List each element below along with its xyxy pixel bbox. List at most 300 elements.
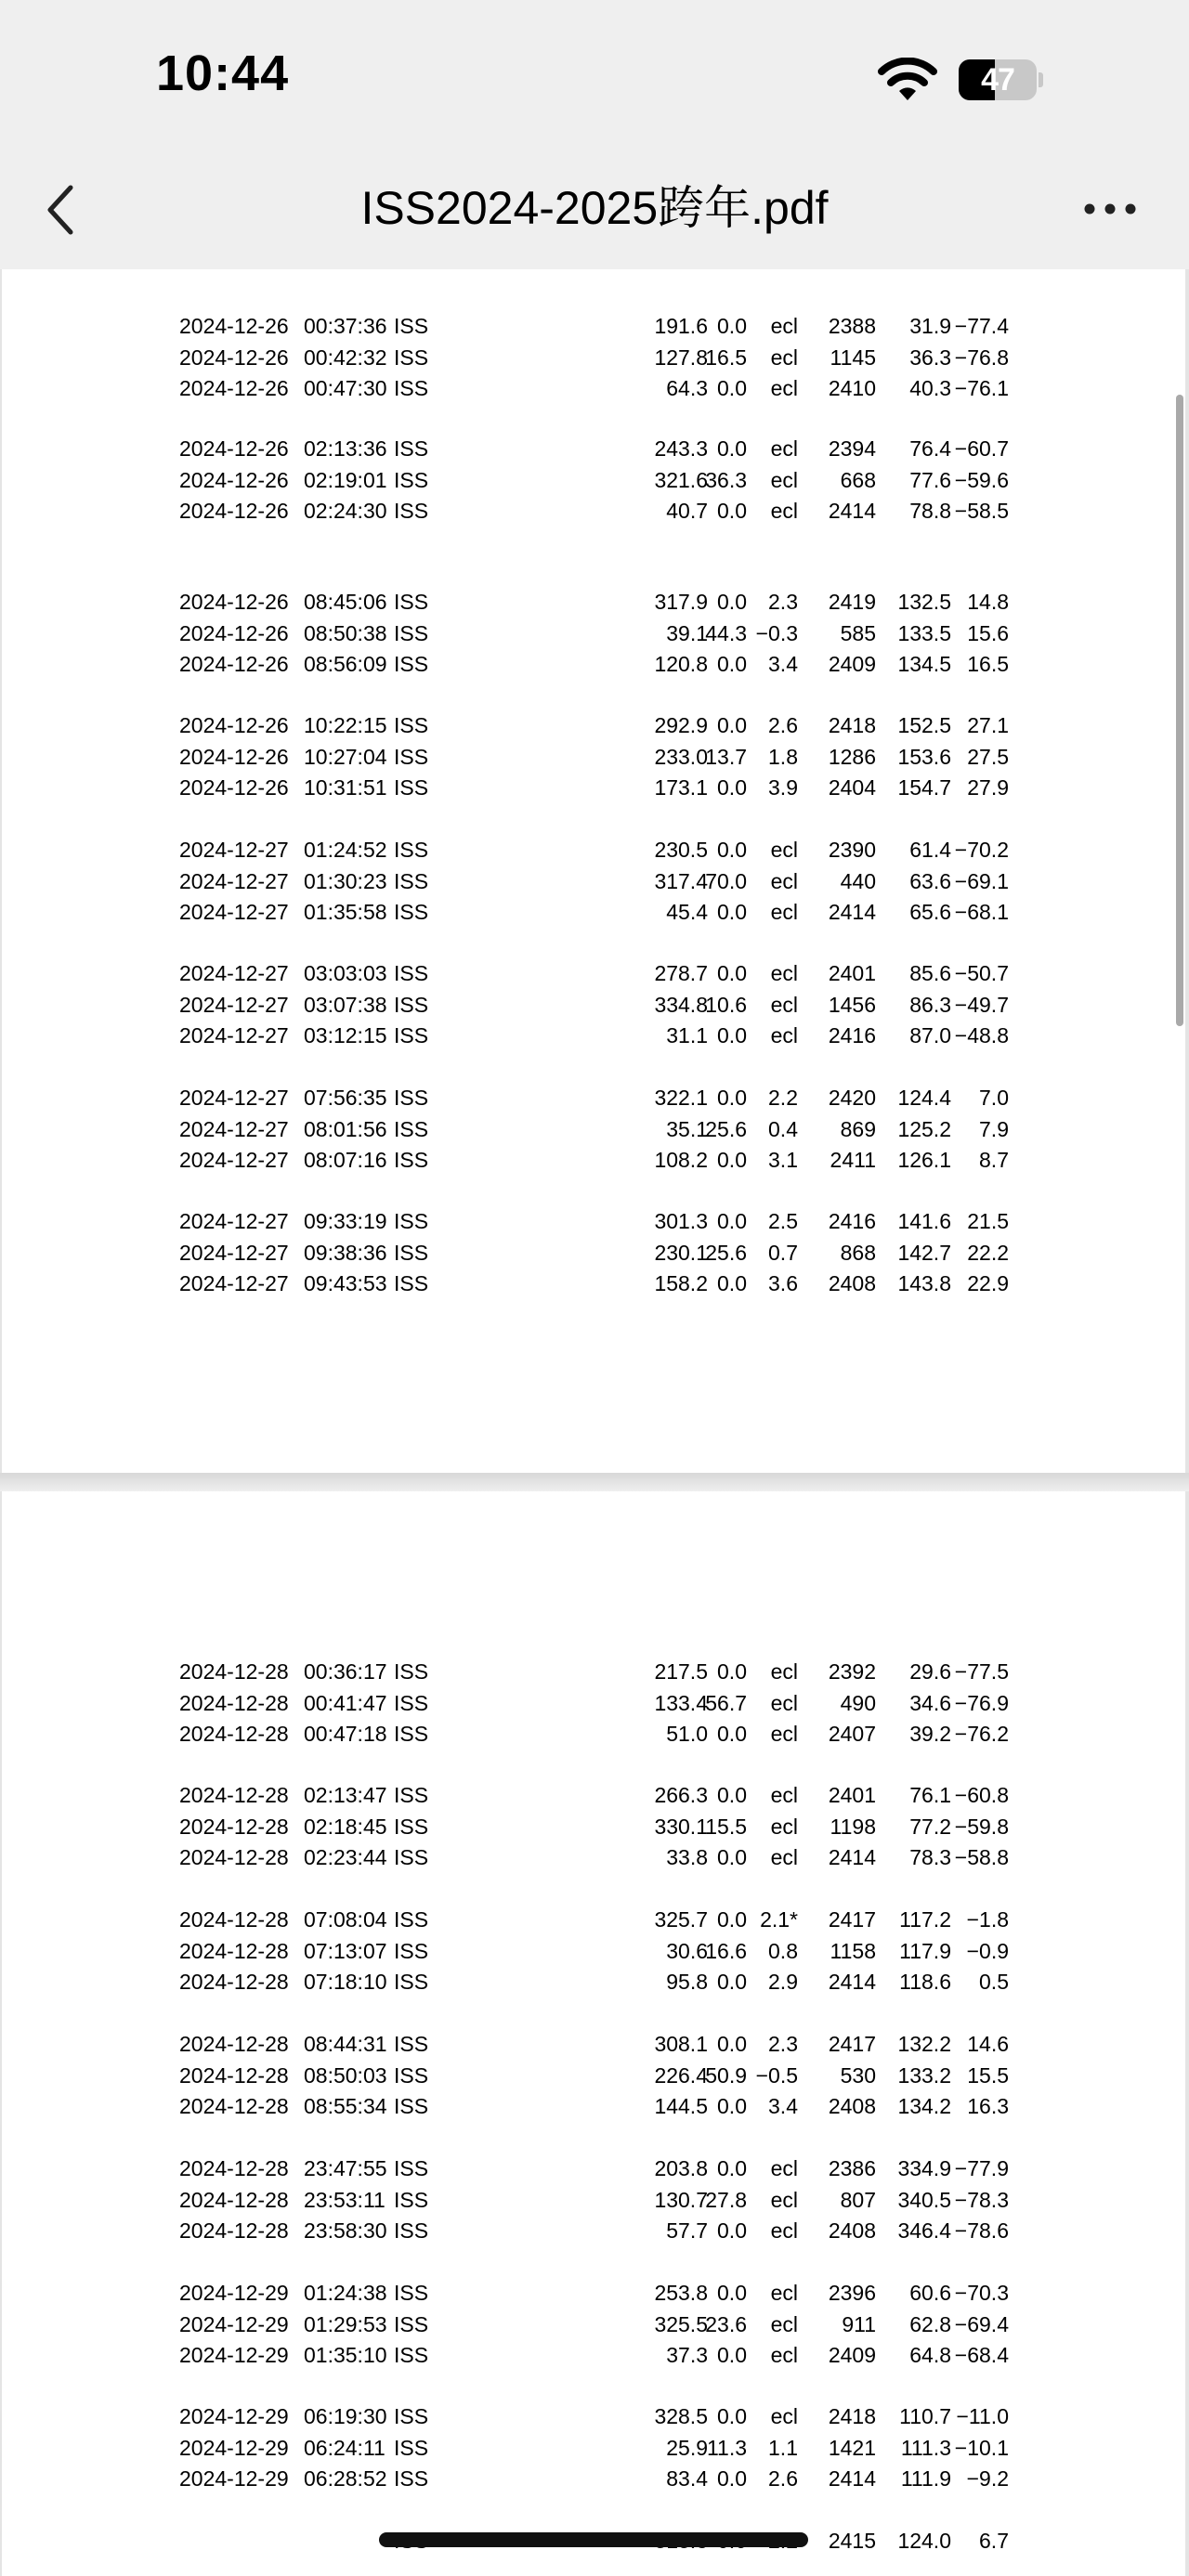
cell-az: 328.5: [654, 2404, 708, 2428]
cell-dec: −60.8: [954, 1783, 1009, 1807]
cell-az: 64.3: [666, 376, 708, 400]
table-row: [2, 434, 1185, 464]
cell-mag: ecl: [770, 1814, 798, 1839]
table-row: [2, 2309, 1185, 2340]
cell-range: 911: [842, 2311, 876, 2336]
cell-ra: 61.4: [909, 838, 951, 862]
table-row: [2, 1268, 1185, 1299]
cell-time: 02:24:30: [304, 499, 387, 523]
cell-mag: 2.5: [768, 1209, 798, 1233]
cell-range: 440: [840, 868, 876, 893]
cell-date: 2024-12-28: [179, 1659, 289, 1684]
page-divider: [0, 1473, 1189, 1491]
cell-dec: 0.5: [979, 1970, 1009, 1994]
cell-az: 130.7: [654, 2187, 708, 2212]
cell-ra: 141.6: [897, 1209, 951, 1233]
cell-time: 23:53:11: [304, 2187, 385, 2212]
cell-range: 2408: [828, 2218, 876, 2243]
cell-sat: ISS: [394, 467, 429, 492]
table-row: [2, 373, 1185, 404]
cell-dec: 27.9: [967, 775, 1009, 800]
cell-date: 2024-12-28: [179, 1814, 289, 1839]
table-row: [2, 990, 1185, 1021]
cell-sat: ISS: [394, 868, 429, 893]
cell-sat: ISS: [394, 900, 429, 924]
cell-ra: 64.8: [909, 2343, 951, 2367]
cell-sat: ISS: [394, 2343, 429, 2367]
cell-alt: 0.0: [717, 1209, 747, 1233]
cell-alt: 0.0: [717, 314, 747, 338]
cell-alt: 16.5: [705, 345, 747, 370]
cell-date: 2024-12-29: [179, 2311, 289, 2336]
cell-mag: ecl: [770, 2156, 798, 2180]
table-row: [2, 587, 1185, 618]
cell-dec: −70.3: [954, 2281, 1009, 2305]
cell-time: 03:07:38: [304, 992, 387, 1017]
cell-date: 2024-12-27: [179, 1271, 289, 1295]
cell-alt: 23.6: [705, 2311, 747, 2336]
cell-time: 02:19:01: [304, 467, 387, 492]
cell-dec: −9.2: [966, 2466, 1009, 2491]
cell-time: 07:13:07: [304, 1938, 387, 1963]
cell-sat: ISS: [394, 838, 429, 862]
cell-alt: 0.0: [717, 1970, 747, 1994]
cell-ra: 65.6: [909, 900, 951, 924]
cell-date: 2024-12-28: [179, 1907, 289, 1932]
cell-date: 2024-12-27: [179, 900, 289, 924]
cell-ra: 85.6: [909, 961, 951, 985]
cell-sat: ISS: [394, 1240, 429, 1265]
cell-alt: 27.8: [705, 2187, 747, 2212]
cell-sat: ISS: [394, 1907, 429, 1932]
cell-ra: 153.6: [897, 744, 951, 769]
cell-alt: 25.6: [705, 1116, 747, 1141]
table-row: [2, 2185, 1185, 2216]
cell-time: 08:56:09: [304, 652, 387, 676]
cell-time: 00:36:17: [304, 1659, 387, 1684]
cell-time: 10:31:51: [304, 775, 387, 800]
cell-range: 2414: [828, 900, 876, 924]
chevron-left-icon[interactable]: [37, 173, 93, 247]
cell-dec: −69.4: [954, 2311, 1009, 2336]
table-row: [2, 1114, 1185, 1145]
cell-range: 2408: [828, 1271, 876, 1295]
cell-alt: 50.9: [705, 2062, 747, 2088]
cell-sat: ISS: [394, 2466, 429, 2491]
cell-dec: −48.8: [954, 1023, 1009, 1047]
cell-alt: 0.0: [717, 1907, 747, 1932]
table-row: [2, 496, 1185, 527]
table-row: [2, 742, 1185, 773]
cell-sat: ISS: [394, 436, 429, 461]
cell-az: 317.4: [654, 868, 708, 893]
scrollbar[interactable]: [1176, 395, 1183, 1026]
cell-date: 2024-12-26: [179, 345, 289, 370]
cell-az: 95.8: [666, 1970, 708, 1994]
cell-alt: 0.0: [717, 1086, 747, 1110]
cell-dec: 15.5: [967, 2062, 1009, 2088]
cell-date: 2024-12-26: [179, 652, 289, 676]
cell-range: 2415: [828, 2529, 876, 2553]
cell-sat: ISS: [394, 2311, 429, 2336]
cell-ra: 133.5: [897, 620, 951, 645]
cell-dec: 7.0: [979, 1086, 1009, 1110]
table-row: [2, 1842, 1185, 1873]
cell-time: 08:44:31: [304, 2032, 387, 2056]
table-row: [2, 1967, 1185, 1997]
cell-range: 807: [840, 2187, 876, 2212]
cell-az: 45.4: [666, 900, 708, 924]
cell-sat: ISS: [394, 2435, 429, 2460]
status-time: 10:44: [156, 46, 290, 101]
cell-az: 301.3: [654, 1209, 708, 1233]
cell-dec: −50.7: [954, 961, 1009, 985]
cell-mag: 2.1*: [760, 1907, 798, 1932]
cell-sat: ISS: [394, 1023, 429, 1047]
cell-range: 2396: [828, 2281, 876, 2305]
cell-dec: 22.9: [967, 1271, 1009, 1295]
table-row: [2, 2153, 1185, 2184]
cell-alt: 70.0: [705, 868, 747, 893]
cell-ra: 132.2: [897, 2032, 951, 2056]
cell-sat: ISS: [394, 2032, 429, 2056]
cell-range: 2390: [828, 838, 876, 862]
cell-range: 2417: [828, 2032, 876, 2056]
table-row: [2, 835, 1185, 865]
cell-date: 2024-12-27: [179, 838, 289, 862]
cell-date: 2024-12-26: [179, 775, 289, 800]
cell-time: 08:50:38: [304, 620, 387, 645]
pdf-page-1: [2, 269, 1185, 1473]
cell-date: 2024-12-27: [179, 961, 289, 985]
cell-ra: 346.4: [897, 2218, 951, 2243]
cell-ra: 117.9: [899, 1938, 951, 1963]
cell-mag: 2.9: [768, 1970, 798, 1994]
cell-alt: 0.0: [717, 652, 747, 676]
table-row: [2, 897, 1185, 928]
cell-az: 39.1: [666, 620, 708, 645]
cell-ra: 76.4: [909, 436, 951, 461]
cell-ra: 111.3: [900, 2435, 951, 2460]
cell-alt: 0.0: [717, 590, 747, 614]
cell-range: 2417: [828, 1907, 876, 1932]
cell-date: 2024-12-26: [179, 499, 289, 523]
cell-az: 308.1: [654, 2032, 708, 2056]
cell-az: 266.3: [654, 1783, 708, 1807]
table-row: [2, 1657, 1185, 1687]
cell-range: 2420: [828, 1086, 876, 1110]
cell-range: 2401: [828, 961, 876, 985]
cell-sat: ISS: [394, 2062, 429, 2088]
cell-sat: ISS: [394, 2404, 429, 2428]
cell-az: 325.7: [654, 1907, 708, 1932]
cell-time: 01:30:23: [304, 868, 387, 893]
cell-sat: ISS: [394, 1209, 429, 1233]
cell-alt: 0.0: [717, 2032, 747, 2056]
cell-mag: 3.1: [768, 1148, 798, 1172]
cell-ra: 142.7: [897, 1240, 951, 1265]
cell-dec: 27.1: [967, 713, 1009, 737]
cell-date: 2024-12-26: [179, 314, 289, 338]
cell-date: 2024-12-28: [179, 2032, 289, 2056]
status-bar: [0, 0, 1189, 149]
cell-mag: ecl: [770, 1783, 798, 1807]
cell-range: 2414: [828, 499, 876, 523]
cell-alt: 56.7: [705, 1690, 747, 1715]
table-row: [2, 1812, 1185, 1842]
cell-time: 08:55:34: [304, 2094, 387, 2118]
cell-az: 321.6: [654, 467, 708, 492]
cell-range: 2418: [828, 2404, 876, 2428]
cell-range: 2409: [828, 652, 876, 676]
cell-mag: ecl: [770, 2311, 798, 2336]
cell-range: 2409: [828, 2343, 876, 2367]
cell-sat: ISS: [394, 652, 429, 676]
cell-mag: ecl: [770, 1023, 798, 1047]
cell-sat: ISS: [394, 992, 429, 1017]
cell-range: 2411: [830, 1148, 876, 1172]
cell-sat: ISS: [394, 713, 429, 737]
cell-az: 330.1: [654, 1814, 708, 1839]
cell-az: 57.7: [666, 2218, 708, 2243]
nav-bar: [0, 149, 1189, 269]
cell-alt: 0.0: [717, 2466, 747, 2491]
table-row: [2, 343, 1185, 373]
cell-date: 2024-12-27: [179, 1116, 289, 1141]
cell-alt: 25.6: [705, 1240, 747, 1265]
cell-az: 127.8: [654, 345, 708, 370]
cell-date: 2024-12-28: [179, 1783, 289, 1807]
cell-az: 217.5: [654, 1659, 708, 1684]
cell-time: 08:07:16: [304, 1148, 387, 1172]
cell-az: 292.9: [654, 713, 708, 737]
cell-sat: ISS: [394, 2218, 429, 2243]
cell-time: 09:33:19: [304, 1209, 387, 1233]
cell-mag: ecl: [770, 992, 798, 1017]
cell-dec: −77.5: [954, 1659, 1009, 1684]
cell-date: 2024-12-29: [179, 2435, 289, 2460]
cell-alt: 0.0: [717, 2404, 747, 2428]
cell-date: 2024-12-27: [179, 1209, 289, 1233]
cell-sat: ISS: [394, 1783, 429, 1807]
cell-mag: 0.7: [768, 1240, 798, 1265]
cell-date: 2024-12-26: [179, 467, 289, 492]
cell-ra: 340.5: [897, 2187, 951, 2212]
cell-mag: 1.1: [768, 2435, 798, 2460]
cell-az: 120.8: [654, 652, 708, 676]
cell-az: 33.8: [666, 1845, 708, 1869]
cell-ra: 132.5: [897, 590, 951, 614]
cell-mag: 3.4: [768, 2094, 798, 2118]
cell-alt: 0.0: [717, 900, 747, 924]
cell-dec: −58.5: [954, 499, 1009, 523]
cell-mag: 1.8: [768, 744, 798, 769]
cell-sat: ISS: [394, 1690, 429, 1715]
cell-mag: 3.9: [768, 775, 798, 800]
cell-range: 1158: [830, 1938, 876, 1963]
pdf-viewer[interactable]: [0, 269, 1189, 2576]
cell-dec: 27.5: [967, 744, 1009, 769]
cell-time: 01:35:10: [304, 2343, 387, 2367]
cell-dec: 16.5: [967, 652, 1009, 676]
cell-range: 869: [840, 1116, 876, 1141]
cell-az: 203.8: [654, 2156, 708, 2180]
cell-date: 2024-12-26: [179, 436, 289, 461]
cell-sat: ISS: [394, 1271, 429, 1295]
cell-date: 2024-12-26: [179, 620, 289, 645]
cell-mag: ecl: [770, 2218, 798, 2243]
cell-range: 2414: [828, 1845, 876, 1869]
cell-ra: 124.0: [897, 2529, 951, 2553]
cell-date: 2024-12-28: [179, 2187, 289, 2212]
cell-alt: 16.6: [705, 1938, 747, 1963]
cell-ra: 60.6: [909, 2281, 951, 2305]
cell-range: 2392: [828, 1659, 876, 1684]
cell-alt: 0.0: [717, 376, 747, 400]
cell-mag: −0.3: [755, 620, 798, 645]
cell-alt: 0.0: [717, 499, 747, 523]
cell-az: 108.2: [654, 1148, 708, 1172]
cell-range: 2408: [828, 2094, 876, 2118]
table-row: [2, 710, 1185, 741]
cell-date: 2024-12-28: [179, 2094, 289, 2118]
cell-ra: 63.6: [909, 868, 951, 893]
table-row: [2, 1936, 1185, 1967]
cell-range: 2394: [828, 436, 876, 461]
cell-date: 2024-12-27: [179, 1086, 289, 1110]
cell-date: 2024-12-26: [179, 590, 289, 614]
cell-time: 23:47:55: [304, 2156, 387, 2180]
cell-date: 2024-12-28: [179, 1970, 289, 1994]
cell-ra: 62.8: [909, 2311, 951, 2336]
cell-sat: ISS: [394, 2094, 429, 2118]
cell-az: 317.9: [654, 590, 708, 614]
table-row: [2, 1780, 1185, 1811]
cell-dec: 22.2: [967, 1240, 1009, 1265]
cell-az: 83.4: [666, 2466, 708, 2491]
cell-dec: −76.1: [954, 376, 1009, 400]
cell-range: 2414: [828, 1970, 876, 1994]
cell-ra: 40.3: [909, 376, 951, 400]
cell-range: 490: [840, 1690, 876, 1715]
cell-range: 2401: [828, 1783, 876, 1807]
cell-mag: 3.4: [768, 652, 798, 676]
cell-az: 334.8: [654, 992, 708, 1017]
table-row: [2, 1206, 1185, 1237]
cell-time: 06:28:52: [304, 2466, 387, 2491]
cell-alt: 0.0: [717, 838, 747, 862]
cell-date: 2024-12-28: [179, 2156, 289, 2180]
cell-mag: 2.6: [768, 2466, 798, 2491]
cell-dec: −77.9: [954, 2156, 1009, 2180]
cell-alt: 0.0: [717, 1023, 747, 1047]
cell-mag: ecl: [770, 868, 798, 893]
cell-ra: 39.2: [909, 1722, 951, 1746]
cell-ra: 77.2: [909, 1814, 951, 1839]
cell-mag: 0.4: [768, 1116, 798, 1141]
cell-date: 2024-12-26: [179, 713, 289, 737]
cell-mag: ecl: [770, 1659, 798, 1684]
cell-mag: 0.8: [768, 1938, 798, 1963]
cell-range: 1145: [830, 345, 876, 370]
more-horizontal-icon[interactable]: [1078, 176, 1143, 241]
cell-time: 06:19:30: [304, 2404, 387, 2428]
cell-az: 226.4: [654, 2062, 708, 2088]
cell-az: 325.5: [654, 2311, 708, 2336]
table-row: [2, 2340, 1185, 2371]
cell-date: 2024-12-29: [179, 2281, 289, 2305]
cell-range: 1456: [828, 992, 876, 1017]
cell-alt: 0.0: [717, 1783, 747, 1807]
cell-ra: 134.5: [897, 652, 951, 676]
cell-time: 01:35:58: [304, 900, 387, 924]
cell-sat: ISS: [394, 744, 429, 769]
cell-time: 10:27:04: [304, 744, 387, 769]
cell-time: 01:24:38: [304, 2281, 387, 2305]
cell-ra: 87.0: [909, 1023, 951, 1047]
cell-dec: −0.9: [966, 1938, 1009, 1963]
cell-az: 253.8: [654, 2281, 708, 2305]
cell-az: 158.2: [654, 1271, 708, 1295]
table-row: [2, 2401, 1185, 2432]
cell-dec: −76.2: [954, 1722, 1009, 1746]
cell-alt: 0.0: [717, 1845, 747, 1869]
table-row: [2, 2091, 1185, 2122]
cell-ra: 76.1: [909, 1783, 951, 1807]
cell-ra: 78.8: [909, 499, 951, 523]
table-row: [2, 618, 1185, 649]
cell-time: 02:18:45: [304, 1814, 387, 1839]
cell-time: 07:08:04: [304, 1907, 387, 1932]
cell-dec: −59.6: [954, 467, 1009, 492]
table-row: [2, 2464, 1185, 2494]
cell-mag: ecl: [770, 345, 798, 370]
cell-time: 00:37:36: [304, 314, 387, 338]
cell-dec: −68.1: [954, 900, 1009, 924]
table-row: [2, 1238, 1185, 1268]
cell-mag: ecl: [770, 2343, 798, 2367]
cell-dec: −69.1: [954, 868, 1009, 893]
table-row: [2, 649, 1185, 680]
table-row: [2, 773, 1185, 803]
cell-alt: 0.0: [717, 775, 747, 800]
cell-date: 2024-12-29: [179, 2466, 289, 2491]
cell-alt: 0.0: [717, 1148, 747, 1172]
cell-mag: ecl: [770, 1845, 798, 1869]
cell-mag: 2.2: [768, 1086, 798, 1110]
cell-dec: −10.1: [954, 2435, 1009, 2460]
cell-az: 133.4: [654, 1690, 708, 1715]
cell-mag: ecl: [770, 376, 798, 400]
cell-az: 144.5: [654, 2094, 708, 2118]
cell-alt: 0.0: [717, 961, 747, 985]
cell-dec: 7.9: [979, 1116, 1009, 1141]
home-indicator[interactable]: [379, 2532, 808, 2547]
cell-time: 02:23:44: [304, 1845, 387, 1869]
cell-time: 02:13:36: [304, 436, 387, 461]
cell-range: 2416: [828, 1209, 876, 1233]
cell-ra: 111.9: [900, 2466, 951, 2491]
table-row: [2, 1719, 1185, 1750]
cell-mag: ecl: [770, 499, 798, 523]
cell-ra: 77.6: [909, 467, 951, 492]
cell-dec: 15.6: [967, 620, 1009, 645]
cell-mag: ecl: [770, 436, 798, 461]
table-row: [2, 2216, 1185, 2246]
cell-time: 01:24:52: [304, 838, 387, 862]
table-row: [2, 2278, 1185, 2309]
cell-alt: 0.0: [717, 713, 747, 737]
